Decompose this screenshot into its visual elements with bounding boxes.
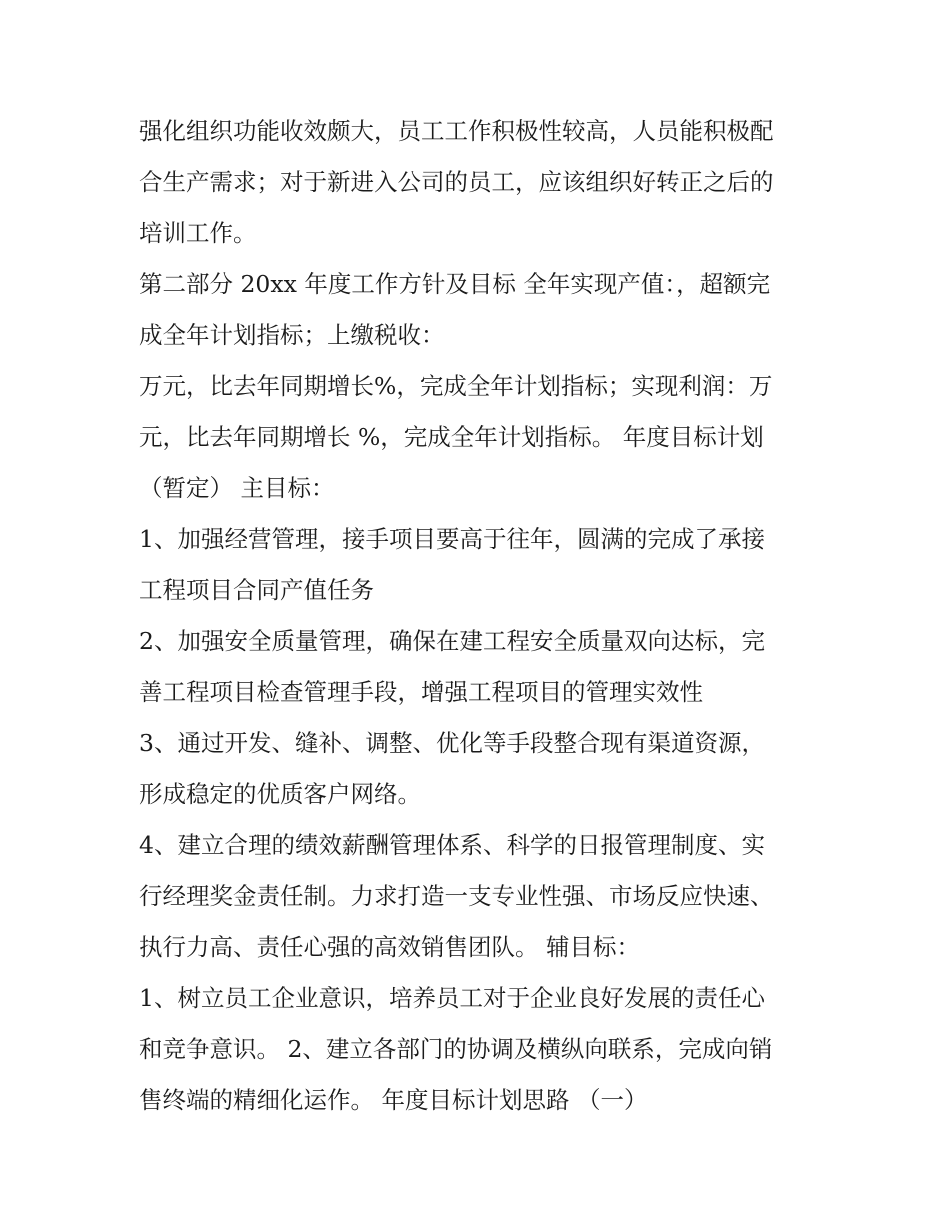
text-line: 培训工作。 [139,219,257,247]
text-line: 2、加强安全质量管理，确保在建工程安全质量双向达标，完 [139,627,765,655]
text-line: （暂定） 主目标： [139,474,335,502]
paragraph-3 [139,361,819,514]
text-line: 1、加强经营管理，接手项目要高于往年，圆满的完成了承接 [139,525,765,553]
text-line: 和竞争意识。 2、建立各部门的协调及横纵向联系，完成向销 [139,1035,773,1063]
text-line: 强化组织功能收效颇大，员工工作积极性较高，人员能积极配 [139,117,774,145]
text-line: 成全年计划指标；上缴税收： [139,321,445,349]
text-line: 1、树立员工企业意识，培养员工对于企业良好发展的责任心 [139,984,765,1012]
text-line: 执行力高、责任心强的高效销售团队。 辅目标： [139,933,640,961]
text-line: 3、通过开发、缝补、调整、优化等手段整合现有渠道资源， [139,729,765,757]
text-line: 售终端的精细化运作。 年度目标计划思路 （一） [139,1086,648,1114]
paragraph-7 [139,820,819,973]
paragraph-1 [139,106,819,259]
text-line: 4、建立合理的绩效薪酬管理体系、科学的日报管理制度、实 [139,831,765,859]
paragraph-4 [139,514,819,616]
text-line: 万元，比去年同期增长%，完成全年计划指标；实现利润：万 [139,372,773,400]
text-line: 工程项目合同产值任务 [139,576,374,604]
paragraph-8 [139,973,819,1126]
text-line: 第二部分 20xx 年度工作方针及目标 全年实现产值：，超额完 [139,270,771,298]
document-body [139,106,819,1126]
paragraph-5 [139,616,819,718]
text-line: 形成稳定的优质客户网络。 [139,780,421,808]
text-line: 行经理奖金责任制。力求打造一支专业性强、市场反应快速、 [139,882,774,910]
text-line: 元，比去年同期增长 %，完成全年计划指标。 年度目标计划 [139,423,764,451]
text-line: 合生产需求；对于新进入公司的员工，应该组织好转正之后的 [139,168,774,196]
paragraph-2 [139,259,819,361]
text-line: 善工程项目检查管理手段，增强工程项目的管理实效性 [139,678,703,706]
paragraph-6 [139,718,819,820]
